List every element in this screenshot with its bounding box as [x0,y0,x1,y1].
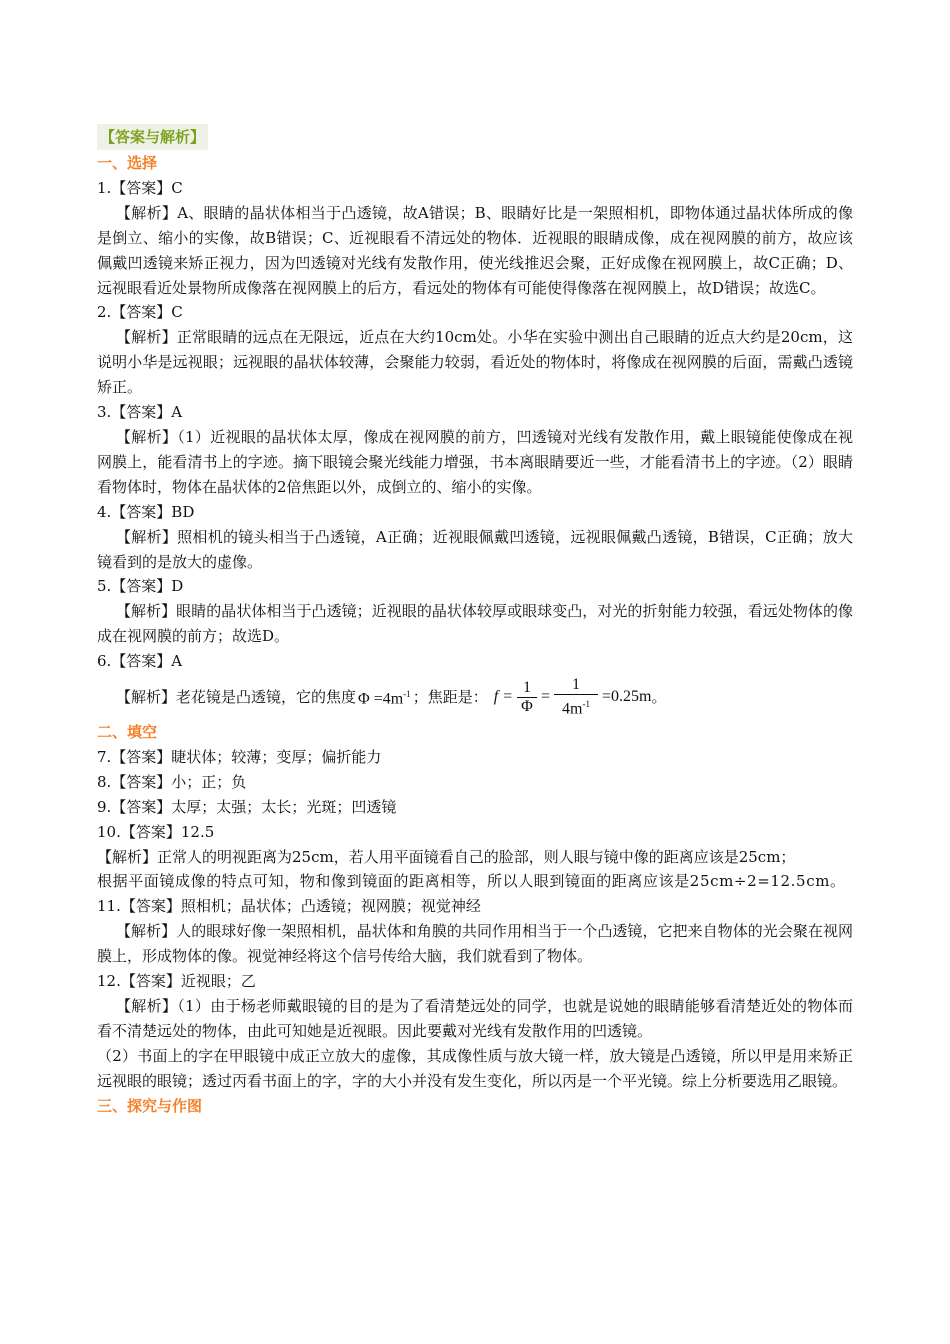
q3-answer: 3.【答案】A [97,403,183,422]
answer-document [97,124,853,1119]
q4-answer: 4.【答案】BD [97,502,195,521]
q6-analysis-text: 【解析】老花镜是凸透镜，它的焦度 [116,688,357,707]
q10-analysis-2: 根据平面镜成像的特点可知，物和像到镜面的距离相等，所以人眼到镜面的距离应该是25cm÷2=12.5cm。 [97,872,846,891]
section-heading-explore: 三、探究与作图 [97,1096,203,1115]
q9-answer: 9.【答案】太厚；太强；太长；光斑；凹透镜 [97,797,397,816]
q5-analysis: 【解析】眼睛的晶状体相当于凸透镜；近视眼的晶状体较厚或眼球变凸，对光的折射能力较强，看远处物体的像成在视网膜的前方；故选D。 [97,602,853,646]
q8-answer: 8.【答案】小；正；负 [97,772,247,791]
q12-analysis-2: （2）书面上的字在甲眼镜中成正立放大的虚像，其成像性质与放大镜一样，放大镜是凸透镜，所以甲是用来矫正远视眼的眼镜；透过丙看书面上的字，字的大小并没有发生变化，所以丙是一个平光镜。综上分析要选用乙眼镜。 [97,1046,853,1090]
q5-answer: 5.【答案】D [97,577,184,596]
fraction-denominator: Φ [521,697,533,715]
focal-length-formula [494,675,652,719]
phi-value: Φ =4m [358,690,404,708]
q2-analysis: 【解析】正常眼睛的远点在无限远，近点在大约10cm处。小华在实验中测出自己眼睛的近点大约是20cm，这说明小华是远视眼；远视眼的晶状体较薄，会聚能力较弱，看近处的物体时，将像成在视网膜的后面，需戴凸透镜矫正。 [97,328,853,397]
fraction-numerator: 1 [522,678,531,696]
document-title [97,124,853,151]
f-lhs: f = [493,688,513,706]
fraction2-numerator: 1 [571,675,580,693]
q6-answer: 6.【答案】A [97,652,183,671]
fraction2-denominator [562,695,590,718]
phi-exponent: -1 [403,689,411,700]
q1-answer: 1.【答案】C [97,178,183,197]
section-heading-choice: 一、选择 [97,154,158,172]
q2-answer: 2.【答案】C [97,303,183,322]
fraction-one-over-phi [517,679,537,716]
q6-analysis [97,674,853,720]
q12-answer: 12.【答案】近视眼；乙 [97,972,256,991]
q3-analysis: 【解析】（1）近视眼的晶状体太厚，像成在视网膜的前方，凹透镜对光线有发散作用，戴上眼镜能使像成在视网膜上，能看清书上的字迹。摘下眼镜会聚光线能力增强，书本离眼睛要近一些，才能看清书上的字迹。（2）眼睛看物体时，物体在晶状体的2倍焦距以外，成倒立的、缩小的实像。 [97,427,853,496]
fraction-one-over-value [554,676,598,718]
q10-analysis-1: 【解析】正常人的明视距离为25cm，若人用平面镜看自己的脸部，则人眼与镜中像的距离应该是25cm； [97,847,796,866]
q6-focal-text: ；焦距是： [412,688,488,707]
den-value: 4m [562,700,583,718]
den-exponent: -1 [582,698,590,709]
q1-analysis: 【解析】A、眼睛的晶状体相当于凸透镜，故A错误；B、眼睛好比是一架照相机，即物体通过晶状体所成的像是倒立、缩小的实像，故B错误；C、近视眼看不清远处的物体．近视眼的眼睛成像，成在视网膜的前方，故应该佩戴凹透镜来矫正视力，因为凹透镜对光线有发散作用，使光线推迟会聚，正好成像在视网膜上，故C正确；D、远视眼看近处景物所成像落在视网膜上的后方，看远处的物体有可能使得像落在视网膜上，故D错误；故选C。 [97,203,853,297]
q11-analysis: 【解析】人的眼球好像一架照相机，晶状体和角膜的共同作用相当于一个凸透镜，它把来自物体的光会聚在视网膜上，形成物体的像。视觉神经将这个信号传给大脑，我们就看到了物体。 [97,922,853,966]
equals-sign: = [540,688,550,706]
q12-analysis-1: 【解析】（1）由于杨老师戴眼镜的目的是为了看清楚远处的同学，也就是说她的眼睛能够看清楚近处的物体而看不清楚远处的物体，由此可知她是近视眼。因此要戴对光线有发散作用的凹透镜。 [97,997,853,1040]
q7-answer: 7.【答案】睫状体；较薄；变厚；偏折能力 [97,747,382,766]
phi-equation [358,672,411,721]
q6-end: 。 [651,688,667,707]
q4-analysis: 【解析】照相机的镜头相当于凸透镜，A正确；近视眼佩戴凹透镜，远视眼佩戴凸透镜，B错误，C正确；放大镜看到的是放大的虚像。 [97,527,853,571]
focal-result: =0.25m [601,688,652,706]
section-heading-fill: 二、填空 [97,723,158,742]
title-label: 【答案与解析】 [97,124,208,150]
q10-answer: 10.【答案】12.5 [97,822,215,841]
q11-answer: 11.【答案】照相机；晶状体；凸透镜；视网膜；视觉神经 [97,897,481,916]
